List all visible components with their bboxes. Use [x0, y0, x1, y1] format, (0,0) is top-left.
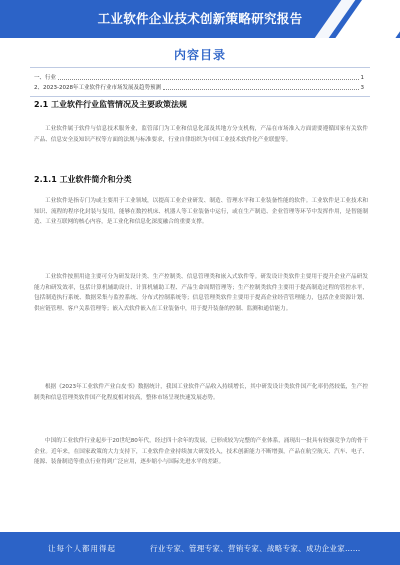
toc-entry[interactable] [34, 74, 364, 83]
section-heading-2-1-1: 2.1.1 工业软件简介和分类 [34, 175, 132, 184]
footer-slogan: 让每个人都用得起 [48, 544, 116, 553]
page-footer [0, 532, 400, 565]
body-paragraph: 中国的工业软件行业起步于20世纪80年代，经过四十余年的发展，已形成较为完整的产业体系，涌现出一批具有较强竞争力的骨干企业。近年来，在国家政策的大力支持下，工业软件企业持续加大研发投入，技术创新能力不断增强，产品在航空航天、汽车、电子、能源、装备制造等重点行业得到广泛应用，逐步缩小与国际先进水平的差距。 [34, 438, 368, 466]
toc-leader [58, 74, 358, 80]
body-paragraph: 工业软件按照用途主要可分为研发设计类、生产控制类、信息管理类和嵌入式软件等。研发设计类软件主要用于提升企业产品研发能力和研发效率，包括计算机辅助设计、计算机辅助工程、产品生命周期管理等；生产控制类软件主要用于提高制造过程的管控水平，包括制造执行系统、数据采集与监控系统、分布式控制系统等；信息管理类软件主要用于提高企业经营管理能力，包括企业资源计划、供应链管理、客户关系管理等；嵌入式软件嵌入在工业装备中，用于提升装备的控制、监测和通信能力。 [34, 274, 368, 312]
toc-divider-bottom [30, 96, 370, 97]
footer-expert-list: 行业专家、管理专家、营销专家、战略专家、成功企业家…… [150, 544, 361, 553]
toc-title: 内容目录 [173, 48, 226, 62]
toc-entry-text: 一、行业 [34, 75, 57, 81]
section-intro-paragraph: 工业软件属于软件与信息技术服务业，监管部门为工业和信息化部及其地方分支机构，产品在市场准入方面需要遵循国家有关软件产品、信息安全及知识产权等方面的法规与标准要求，行业自律组织为中国工业技术软件化产业联盟等。 [34, 126, 368, 143]
body-paragraph: 根据《2023年工业软件产业白皮书》数据统计，我国工业软件产品收入持续增长，其中研发设计类软件国产化率仍然较低，生产控制类和信息管理类软件国产化程度相对较高，整体市场呈现快速发展态势。 [34, 384, 368, 401]
toc-entry-text: 2、2023-2028年工业软件行业市场发展及趋势预测 [34, 85, 161, 91]
toc-divider-top [30, 67, 370, 68]
report-title: 工业软件企业技术创新策略研究报告 [97, 11, 303, 26]
toc-entry-page: 1 [360, 75, 364, 81]
section-heading-2-1: 2.1 工业软件行业监管情况及主要政策法规 [34, 100, 187, 109]
body-paragraph: 工业软件是指专门为或主要用于工业领域，以提高工业企业研发、制造、管理水平和工业装备性能的软件。工业软件是工业技术和知识、流程的程序化封装与复用，能够在数控机床、机器人等工业装备中运行，或在生产制造、企业管理等环节中发挥作用，是智能制造、工业互联网的核心内容，是工业化和信息化深度融合的重要支撑。 [34, 198, 368, 226]
toc-entry[interactable] [34, 84, 364, 93]
toc-leader [163, 84, 359, 90]
page-header [0, 0, 400, 38]
toc-entry-page: 3 [360, 85, 364, 91]
